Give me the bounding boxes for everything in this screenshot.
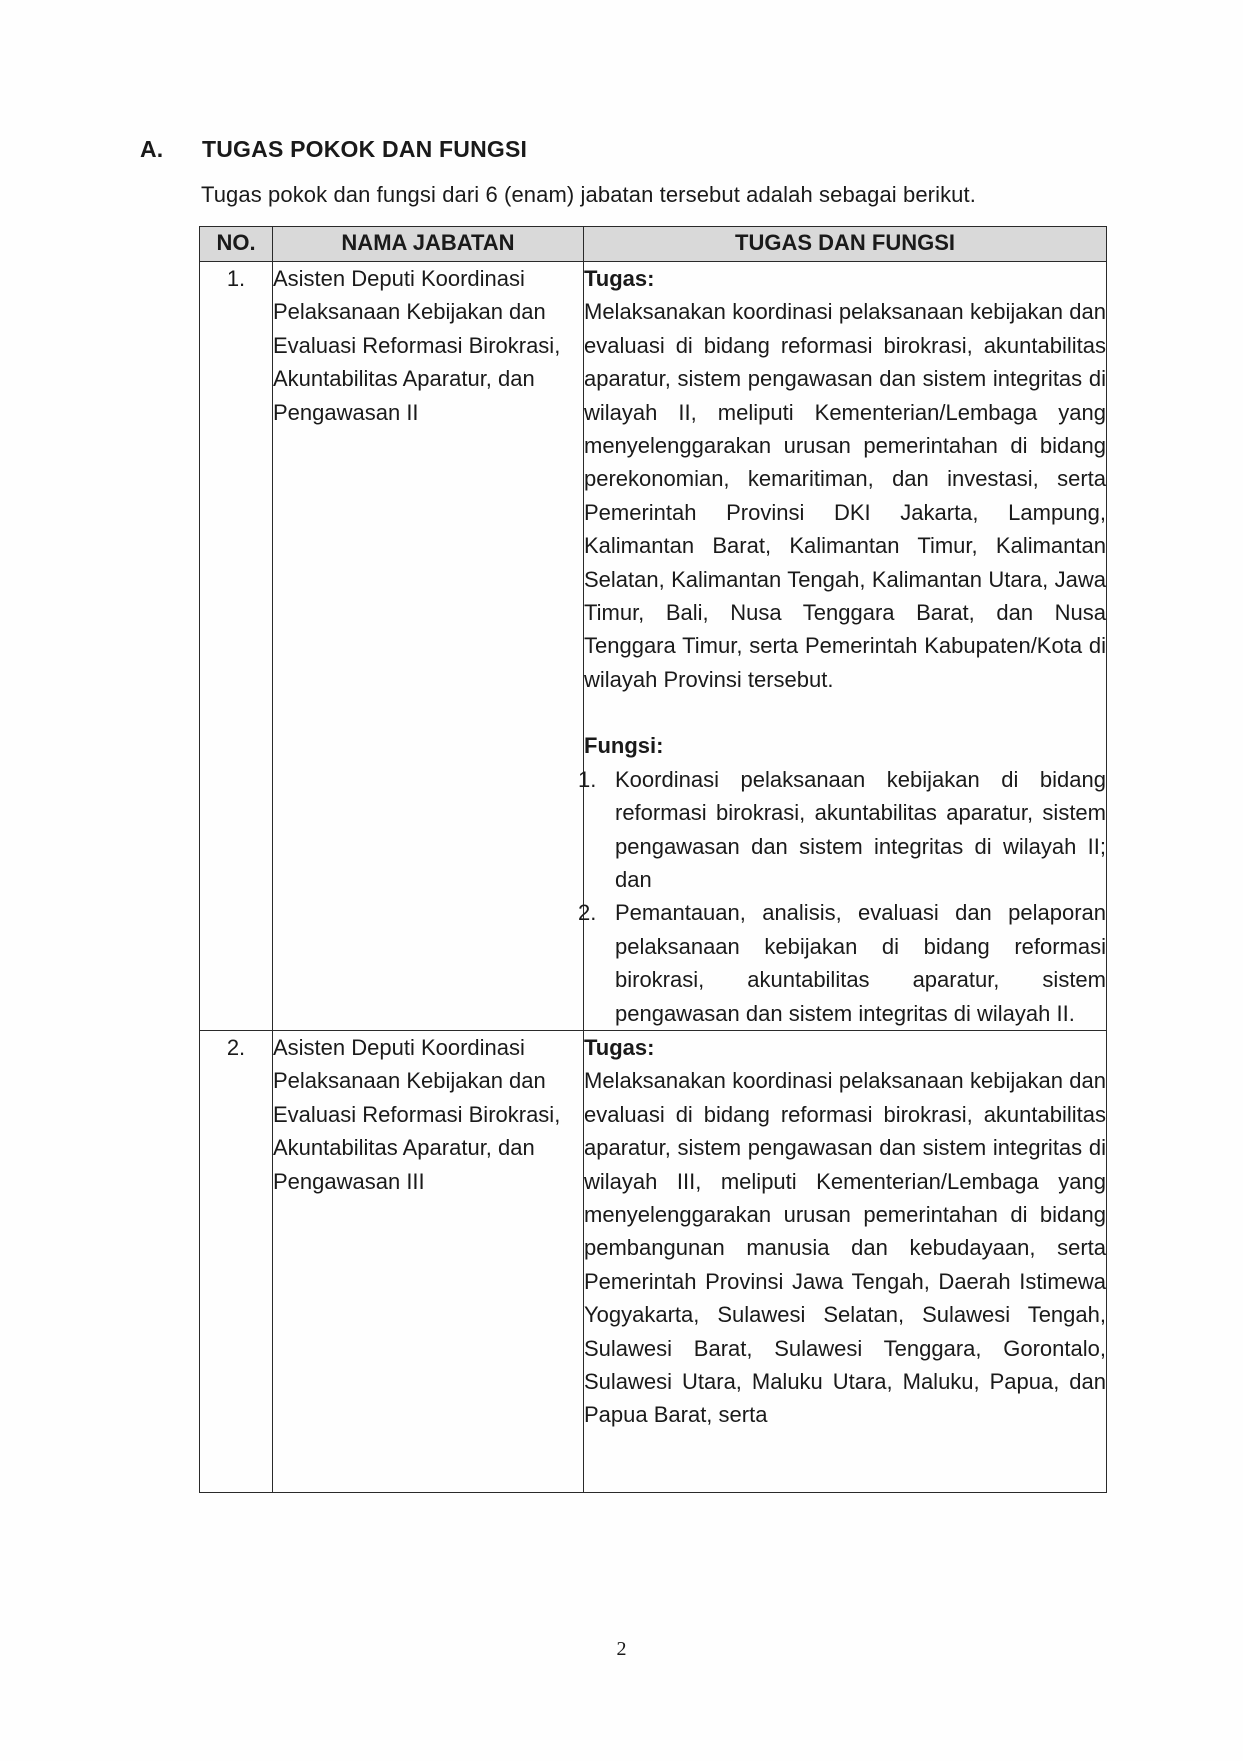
section-letter: A. [140, 136, 164, 162]
fungsi-label: Fungsi: [584, 733, 664, 759]
fungsi-item-text: Koordinasi pelaksanaan kebijakan di bidang reformasi birokrasi, akuntabilitas aparatur, sistem pengawasan dan sistem integritas di wilayah II; dan [615, 766, 1106, 892]
tugas-fungsi-table [199, 226, 1107, 1493]
page-number: 2 [616, 1638, 627, 1660]
fungsi-list [578, 763, 1106, 1030]
section-intro: Tugas pokok dan fungsi dari 6 (enam) jabatan tersebut adalah sebagai berikut. [201, 182, 976, 207]
fungsi-item [578, 763, 1106, 897]
fungsi-item-number: 2. [578, 900, 597, 926]
table-header-row [200, 227, 1107, 262]
fungsi-item-number: 1. [578, 766, 597, 792]
tugas-fungsi-cell [584, 1030, 1107, 1492]
header-nama-jabatan: NAMA JABATAN [273, 227, 584, 262]
nama-jabatan-cell: Asisten Deputi Koordinasi Pelaksanaan Kebijakan dan Evaluasi Reformasi Birokrasi, Akuntabilitas Aparatur, dan Pengawasan II [273, 262, 584, 1031]
tugas-text: Melaksanakan koordinasi pelaksanaan kebijakan dan evaluasi di bidang reformasi birokrasi, akuntabilitas aparatur, sistem pengawasan dan sistem integritas di wilayah III, meliputi Kementerian/Lembaga yang menyelenggarakan urusan pemerintahan di bidang pembangunan manusia dan kebudayaan, serta Pemerintah Provinsi Jawa Tengah, Daerah Istimewa Yogyakarta, Sulawesi Selatan, Sulawesi Tengah, Sulawesi Barat, Sulawesi Tenggara, Gorontalo, Sulawesi Utara, Maluku Utara, Maluku, Papua, dan Papua Barat, serta [584, 1068, 1106, 1428]
table-row [200, 1030, 1107, 1492]
tugas-text: Melaksanakan koordinasi pelaksanaan kebijakan dan evaluasi di bidang reformasi birokrasi, akuntabilitas aparatur, sistem pengawasan dan sistem integritas di wilayah II, meliputi Kementerian/Lembaga yang menyelenggarakan urusan pemerintahan di bidang perekonomian, kemaritiman, dan investasi, serta Pemerintah Provinsi DKI Jakarta, Lampung, Kalimantan Barat, Kalimantan Timur, Kalimantan Selatan, Kalimantan Tengah, Kalimantan Utara, Jawa Timur, Bali, Nusa Tenggara Barat, dan Nusa Tenggara Timur, serta Pemerintah Kabupaten/Kota di wilayah Provinsi tersebut. [584, 299, 1106, 692]
section-heading [140, 136, 527, 163]
tugas-label: Tugas: [584, 1034, 655, 1060]
section-title: TUGAS POKOK DAN FUNGSI [202, 136, 528, 162]
header-no: NO. [200, 227, 273, 262]
table-row [200, 262, 1107, 1031]
row-number: 1. [200, 262, 273, 1031]
row-number: 2. [200, 1030, 273, 1492]
tugas-label: Tugas: [584, 266, 655, 291]
tugas-fungsi-cell [578, 262, 1107, 1031]
spacer [584, 696, 1106, 729]
nama-jabatan-cell: Asisten Deputi Koordinasi Pelaksanaan Kebijakan dan Evaluasi Reformasi Birokrasi, Akuntabilitas Aparatur, dan Pengawasan III [273, 1030, 584, 1492]
fungsi-item [578, 896, 1106, 1030]
fungsi-item-text: Pemantauan, analisis, evaluasi dan pelaporan pelaksanaan kebijakan di bidang reformasi birokrasi, akuntabilitas aparatur, sistem pengawasan dan sistem integritas di wilayah II. [615, 900, 1106, 1026]
header-tugas-fungsi: TUGAS DAN FUNGSI [584, 227, 1107, 262]
